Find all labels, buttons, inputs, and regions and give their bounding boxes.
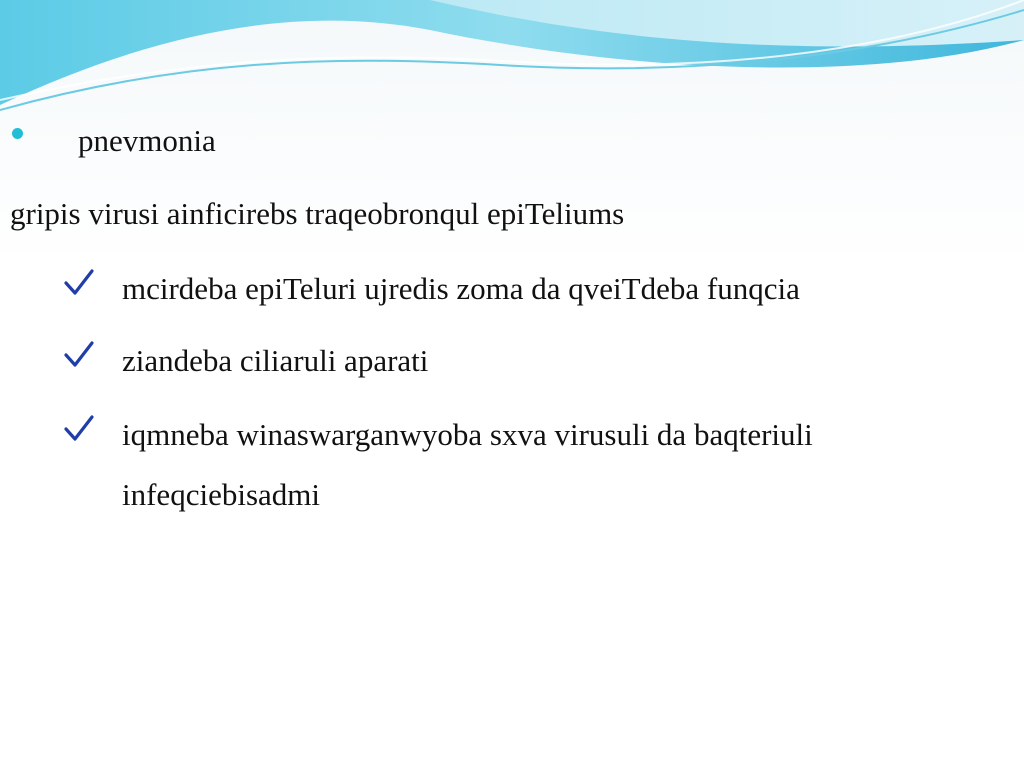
heading-bullet-text: pnevmonia (78, 123, 216, 158)
list-item-text-continued: infeqciebisadmi (122, 477, 320, 512)
checkmark-icon (64, 340, 94, 368)
list-item-text: iqmneba winaswarganwyoba sxva virusuli da baqteriuli (122, 417, 813, 452)
bullet-dot-icon (12, 128, 23, 139)
header-wave-decoration (0, 0, 1024, 120)
intro-text: gripis virusi ainficirebs traqeobronqul epiTeliums (10, 196, 625, 231)
checkmark-icon (64, 414, 94, 442)
list-item-text: ziandeba ciliaruli aparati (122, 343, 429, 378)
checkmark-icon (64, 268, 94, 296)
list-item-text: mcirdeba epiTeluri ujredis zoma da qveiTdeba funqcia (122, 271, 800, 306)
